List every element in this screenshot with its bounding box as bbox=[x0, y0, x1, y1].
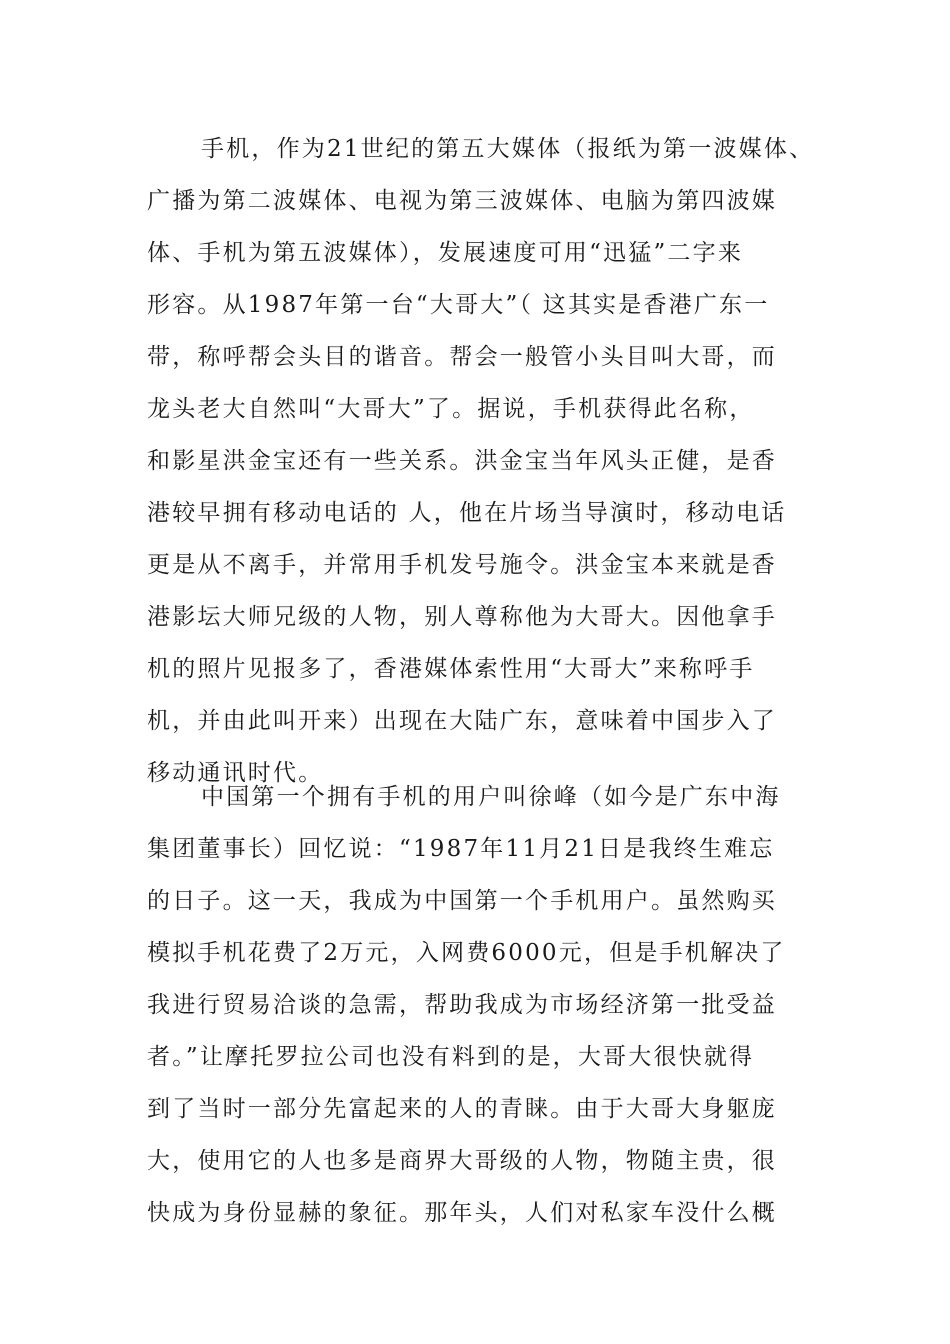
text-line: 带，称呼帮会头目的谐音。帮会一般管小头目叫大哥，而 bbox=[147, 344, 777, 370]
text-line: 港影坛大师兄级的人物，别人尊称他为大哥大。因他拿手 bbox=[147, 604, 777, 630]
text-line: 中国第一个拥有手机的用户叫徐峰（如今是广东中海 bbox=[201, 784, 781, 810]
text-line: 手机，作为21世纪的第五大媒体（报纸为第一波媒体、 bbox=[201, 136, 815, 162]
text-line: 移动通讯时代。 bbox=[147, 760, 324, 786]
text-line: 广播为第二波媒体、电视为第三波媒体、电脑为第四波媒 bbox=[147, 188, 777, 214]
text-line: 模拟手机花费了2万元，入网费6000元，但是手机解决了 bbox=[147, 940, 786, 966]
text-line: 港较早拥有移动电话的 人，他在片场当导演时，移动电话 bbox=[147, 500, 787, 526]
text-line: 龙头老大自然叫“大哥大”了。据说，手机获得此名称， bbox=[147, 396, 755, 422]
text-line: 和影星洪金宝还有一些关系。洪金宝当年风头正健，是香 bbox=[147, 448, 777, 474]
text-line: 快成为身份显赫的象征。那年头，人们对私家车没什么概 bbox=[147, 1200, 777, 1226]
text-line: 集团董事长）回忆说：“1987年11月21日是我终生难忘 bbox=[147, 836, 775, 862]
text-line: 机，并由此叫开来）出现在大陆广东，意味着中国步入了 bbox=[147, 708, 777, 734]
text-line: 更是从不离手，并常用手机发号施令。洪金宝本来就是香 bbox=[147, 552, 777, 578]
text-line: 形容。从1987年第一台“大哥大”（ 这其实是香港广东一 bbox=[147, 292, 770, 318]
text-line: 大，使用它的人也多是商界大哥级的人物，物随主贵，很 bbox=[147, 1148, 777, 1174]
text-line: 机的照片见报多了，香港媒体索性用“大哥大”来称呼手 bbox=[147, 656, 755, 682]
text-line: 体、手机为第五波媒体），发展速度可用“迅猛”二字来 bbox=[147, 240, 744, 266]
text-line: 我进行贸易洽谈的急需，帮助我成为市场经济第一批受益 bbox=[147, 992, 777, 1018]
text-line: 者。”让摩托罗拉公司也没有料到的是，大哥大很快就得 bbox=[147, 1044, 755, 1070]
text-line: 到了当时一部分先富起来的人的青睐。由于大哥大身躯庞 bbox=[147, 1096, 777, 1122]
text-line: 的日子。这一天，我成为中国第一个手机用户。虽然购买 bbox=[147, 888, 777, 914]
